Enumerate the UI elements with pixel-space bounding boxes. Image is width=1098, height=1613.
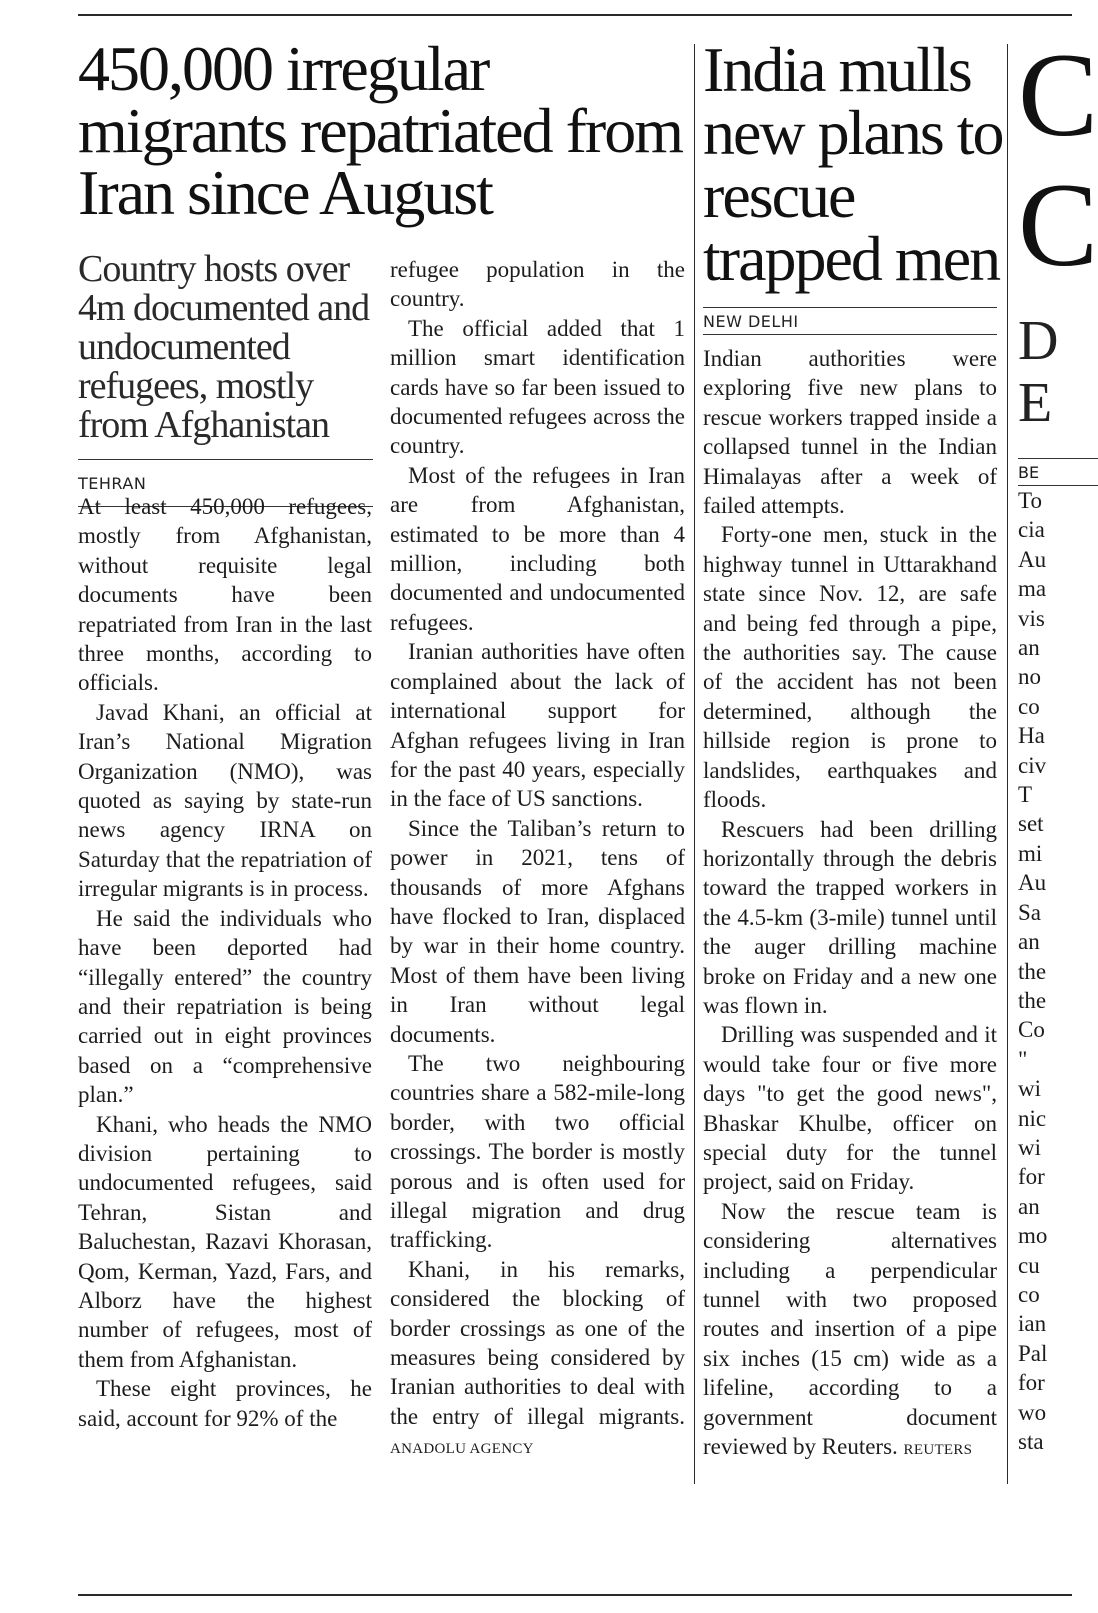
story1-headline: 450,000 irregular migrants repatriated from Iran since August — [78, 33, 682, 228]
story2-dateline: NEW DELHI — [703, 307, 997, 335]
paragraph: At least 450,000 refugees, mostly from Afghanistan, without requisite legal documents have been repatriated from Iran in the last three months, according to officials. — [78, 494, 372, 696]
story3-line-fragment: civ — [1018, 752, 1047, 778]
story3-line-fragment: wi — [1018, 1134, 1041, 1160]
story3-line-fragment: an — [1018, 1193, 1040, 1219]
paragraph: He said the individuals who have been deported had “illegally entered” the country and their repatriation is being carried out in eight provinces based on a “comprehensive plan.” — [78, 905, 372, 1108]
story3-line-fragment: vis — [1018, 605, 1045, 631]
story3-line-fragment: T — [1018, 782, 1033, 808]
story3-line-fragment: Ha — [1018, 723, 1045, 749]
paragraph: Since the Taliban’s return to power in 2021, tens of thousands of more Afghans have flocked to Iran, displaced by war in their home country. Most of them have been living in Iran without legal documents. — [390, 815, 685, 1047]
bottom-rule — [78, 1594, 1072, 1596]
story3-line-fragment: Pal — [1018, 1340, 1048, 1366]
story2-body — [703, 344, 997, 1465]
story3-line-fragment: cia — [1018, 517, 1045, 543]
paragraph: refugee population in the country. — [390, 257, 685, 312]
paragraph: Khani, who heads the NMO division pertaining to undocumented refugees, said Tehran, Sistan and Baluchestan, Razavi Khorasan, Qom, Kerman, Yazd, Fars, and Alborz have the highest number of refugees, most of them from Afghanistan. — [78, 1111, 372, 1372]
story3-line-fragment: cu — [1018, 1252, 1040, 1278]
story3-line-fragment: for — [1018, 1370, 1045, 1396]
paragraph-text: Now the rescue team is considering alternatives including a perpendicular tunnel with two proposed routes and insertion of a pipe six inches (15 cm) wide as a lifeline, according to a government document reviewed by Reuters. — [703, 1198, 997, 1460]
paragraph: Rescuers had been drilling horizontally through the debris toward the trapped workers in the 4.5-km (3-mile) tunnel until the auger drilling machine broke on Friday and a new one was flown in. — [703, 816, 997, 1018]
story3-line-fragment: the — [1018, 958, 1047, 984]
paragraph: Indian authorities were exploring five new plans to rescue workers trapped inside a collapsed tunnel in the Indian Himalayas after a week of failed attempts. — [703, 346, 997, 519]
story3-line-fragment: co — [1018, 1281, 1040, 1307]
top-rule — [78, 14, 1072, 16]
story3-line-fragment: ma — [1018, 576, 1047, 602]
story3-text-fragments — [1018, 486, 1072, 1456]
column-divider-2 — [1007, 44, 1008, 1484]
story1-column-2 — [390, 255, 685, 1465]
story3-line-fragment: mo — [1018, 1223, 1048, 1249]
story3-headline: C C — [1018, 28, 1098, 291]
story3-line-fragment: ian — [1018, 1311, 1047, 1337]
story3-line-fragment: " — [1018, 1046, 1028, 1072]
story3-line-fragment: To — [1018, 488, 1042, 513]
column-divider-1 — [694, 44, 695, 1484]
paragraph: Forty-one men, stuck in the highway tunnel in Uttarakhand state since Nov. 12, are safe and being fed through a pipe, the authorities say. The cause of the accident has not been determined, although the hillside region is prone to landslides, earthquakes and floods. — [703, 522, 997, 813]
story3-line-fragment: sta — [1018, 1429, 1044, 1454]
story3-line-fragment: co — [1018, 693, 1040, 719]
paragraph-text: Khani, in his remarks, considered the blocking of border crossings as one of the measures being considered by Iranian authorities to deal with the entry of illegal migrants. — [390, 1256, 685, 1429]
story3-dateline: BE — [1018, 458, 1098, 486]
story3-line-fragment: Sa — [1018, 899, 1041, 925]
story3-line-fragment: Co — [1018, 1017, 1045, 1043]
story3-line-fragment: mi — [1018, 840, 1043, 866]
story1-credit: ANADOLU AGENCY — [390, 1441, 534, 1458]
story2-credit: REUTERS — [903, 1442, 973, 1459]
story3-line-fragment: set — [1018, 811, 1044, 837]
story3-line-fragment: an — [1018, 635, 1040, 661]
story3-line-fragment: Au — [1018, 546, 1047, 572]
paragraph: Most of the refugees in Iran are from Afghanistan, estimated to be more than 4 million, including both documented and undocumented refugees. — [390, 462, 685, 635]
paragraph: Javad Khani, an official at Iran’s National Migration Organization (NMO), was quoted as saying by state-run news agency IRNA on Saturday that the repatriation of irregular migrants is in process. — [78, 699, 372, 902]
story3-line-fragment: an — [1018, 929, 1040, 955]
paragraph: Iranian authorities have often complained about the lack of international support for Afghan refugees living in Iran for the past 40 years, especially in the face of US sanctions. — [390, 639, 685, 812]
story3-line-fragment: nic — [1018, 1105, 1047, 1131]
story1-dateline: TEHRAN — [78, 459, 373, 507]
story3-line-fragment: the — [1018, 987, 1047, 1013]
story3-deck: D E — [1018, 310, 1059, 434]
story3-clipped-column — [1018, 28, 1098, 1590]
story1-deck — [78, 250, 378, 507]
paragraph: Drilling was suspended and it would take four or five more days "to get the good news", Bhaskar Khulbe, officer on special duty for the tunnel project, said on Friday. — [703, 1022, 997, 1195]
paragraph: The official added that 1 million smart identification cards have so far been issued to documented refugees across the country. — [390, 315, 685, 459]
story2-headline: India mulls new plans to rescue trapped men — [703, 34, 1003, 294]
story1-column-1 — [78, 492, 372, 1433]
story3-line-fragment: Au — [1018, 870, 1047, 896]
story3-line-fragment: no — [1018, 664, 1041, 690]
story3-line-fragment: wi — [1018, 1076, 1041, 1102]
paragraph-with-credit — [703, 1197, 997, 1466]
story3-line-fragment: for — [1018, 1164, 1045, 1190]
paragraph: These eight provinces, he said, account for 92% of the — [78, 1376, 372, 1431]
paragraph-with-credit — [390, 1255, 685, 1465]
story3-line-fragment: wo — [1018, 1399, 1047, 1425]
story1-deck-text: Country hosts over 4m documented and undocumented refugees, mostly from Afghanistan — [78, 248, 370, 446]
paragraph: The two neighbouring countries share a 582-mile-long border, with two official crossings. The border is mostly porous and is often used for illegal migration and drug trafficking. — [390, 1050, 685, 1253]
